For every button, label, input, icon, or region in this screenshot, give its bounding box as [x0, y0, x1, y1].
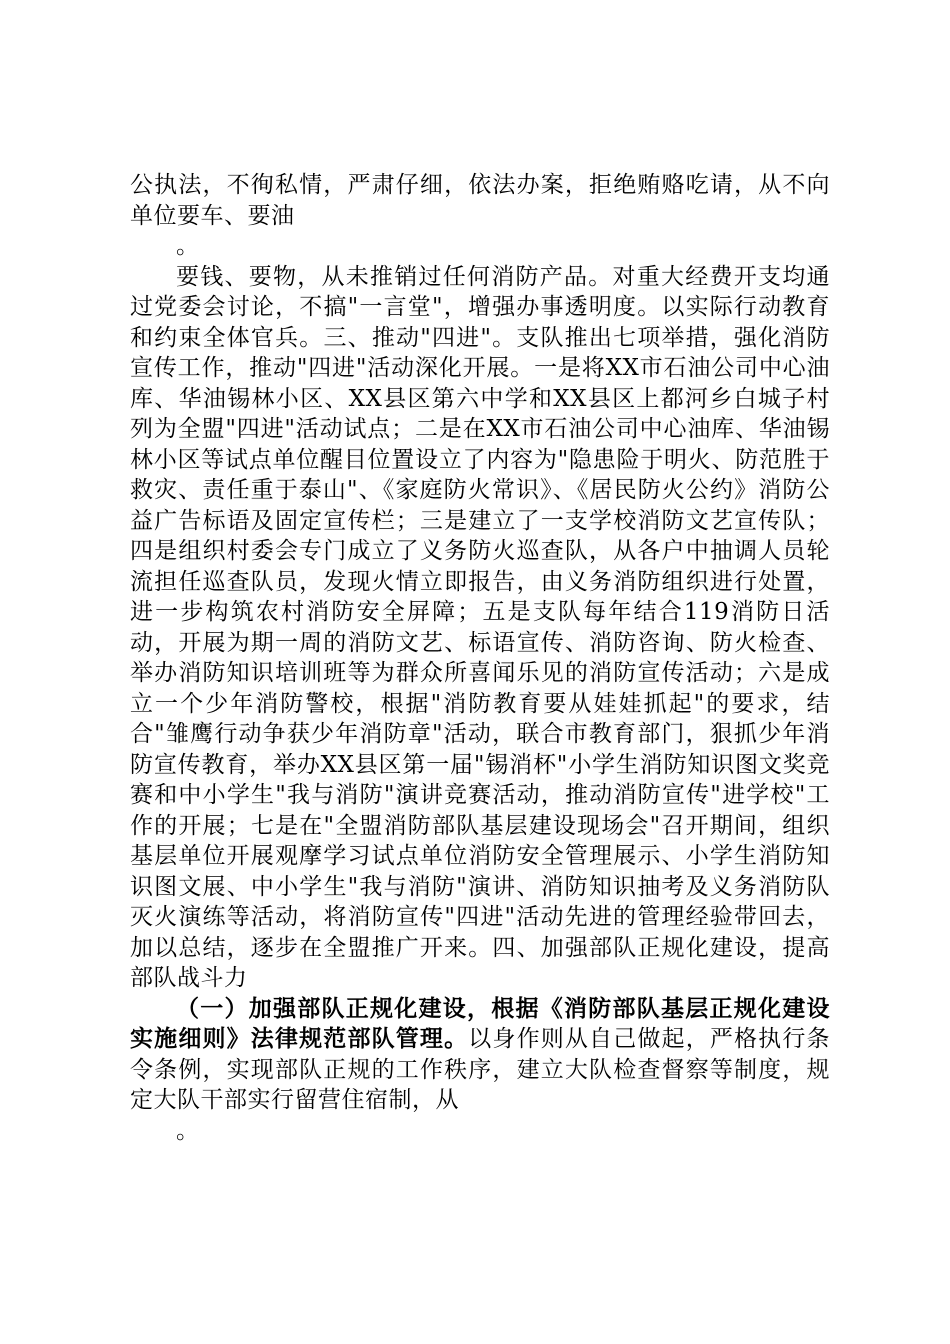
- paragraph-section-one: [130, 994, 830, 1116]
- paragraph-period: 。: [176, 233, 200, 259]
- document-page: [130, 170, 830, 1146]
- paragraph-period-end: 。: [176, 1117, 200, 1144]
- paragraph-continuation: 公执法，不徇私情，严肃仔细，依法办案，拒绝贿赂吃请，从不向单位要车、要油: [130, 172, 830, 229]
- section-body: 以身作则从自己做起，严格执行条令条例，实现部队正规的工作秩序，建立大队检查督察等制度，规定大队干部实行留营住宿制，从: [130, 1026, 831, 1113]
- paragraph-body: 要钱、要物，从未推销过任何消防产品。对重大经费开支均通过党委会讨论，不搞"一言堂"，增强办事透明度。以实际行动教育和约束全体官兵。三、推动"四进"。支队推出七项举措，强化消防宣传工作，推动"四进"活动深化开展。一是将XX市石油公司中心油库、华油锡林小区、XX县区第六中学和XX县区上都河乡白城子村列为全盟"四进"活动试点；二是在XX市石油公司中心油库、华油锡林小区等试点单位醒目位置设立了内容为"隐患险于明火、防范胜于救灾、责任重于泰山"、《家庭防火常识》、《居民防火公约》消防公益广告标语及固定宣传栏；三是建立了一支学校消防文艺宣传队；四是组织村委会专门成立了义务防火巡查队，从各户中抽调人员轮流担任巡查队员，发现火情立即报告，由义务消防组织进行处置，进一步构筑农村消防安全屏障；五是支队每年结合119消防日活动，开展为期一周的消防文艺、标语宣传、消防咨询、防火检查、举办消防知识培训班等为群众所喜闻乐见的消防宣传活动；六是成立一个少年消防警校，根据"消防教育要从娃娃抓起"的要求，结合"雏鹰行动争获少年消防章"活动，联合市教育部门，狠抓少年消防宣传教育，举办XX县区第一届"锡消杯"小学生消防知识图文奖竞赛和中小学生"我与消防"演讲竞赛活动，推动消防宣传"进学校"工作的开展；七是在"全盟消防部队基层建设现场会"召开期间，组织基层单位开展观摩学习试点单位消防安全管理展示、小学生消防知识图文展、中小学生"我与消防"演讲、消防知识抽考及义务消防队灭火演练等活动，将消防宣传"四进"活动先进的管理经验带回去，加以总结，逐步在全盟推广开来。四、加强部队正规化建设，提高部队战斗力: [130, 263, 830, 991]
- section-heading: （一）加强部队正规化建设，根据《消防部队基层正规化建设实施细则》法律规范部队管理。: [130, 995, 830, 1052]
